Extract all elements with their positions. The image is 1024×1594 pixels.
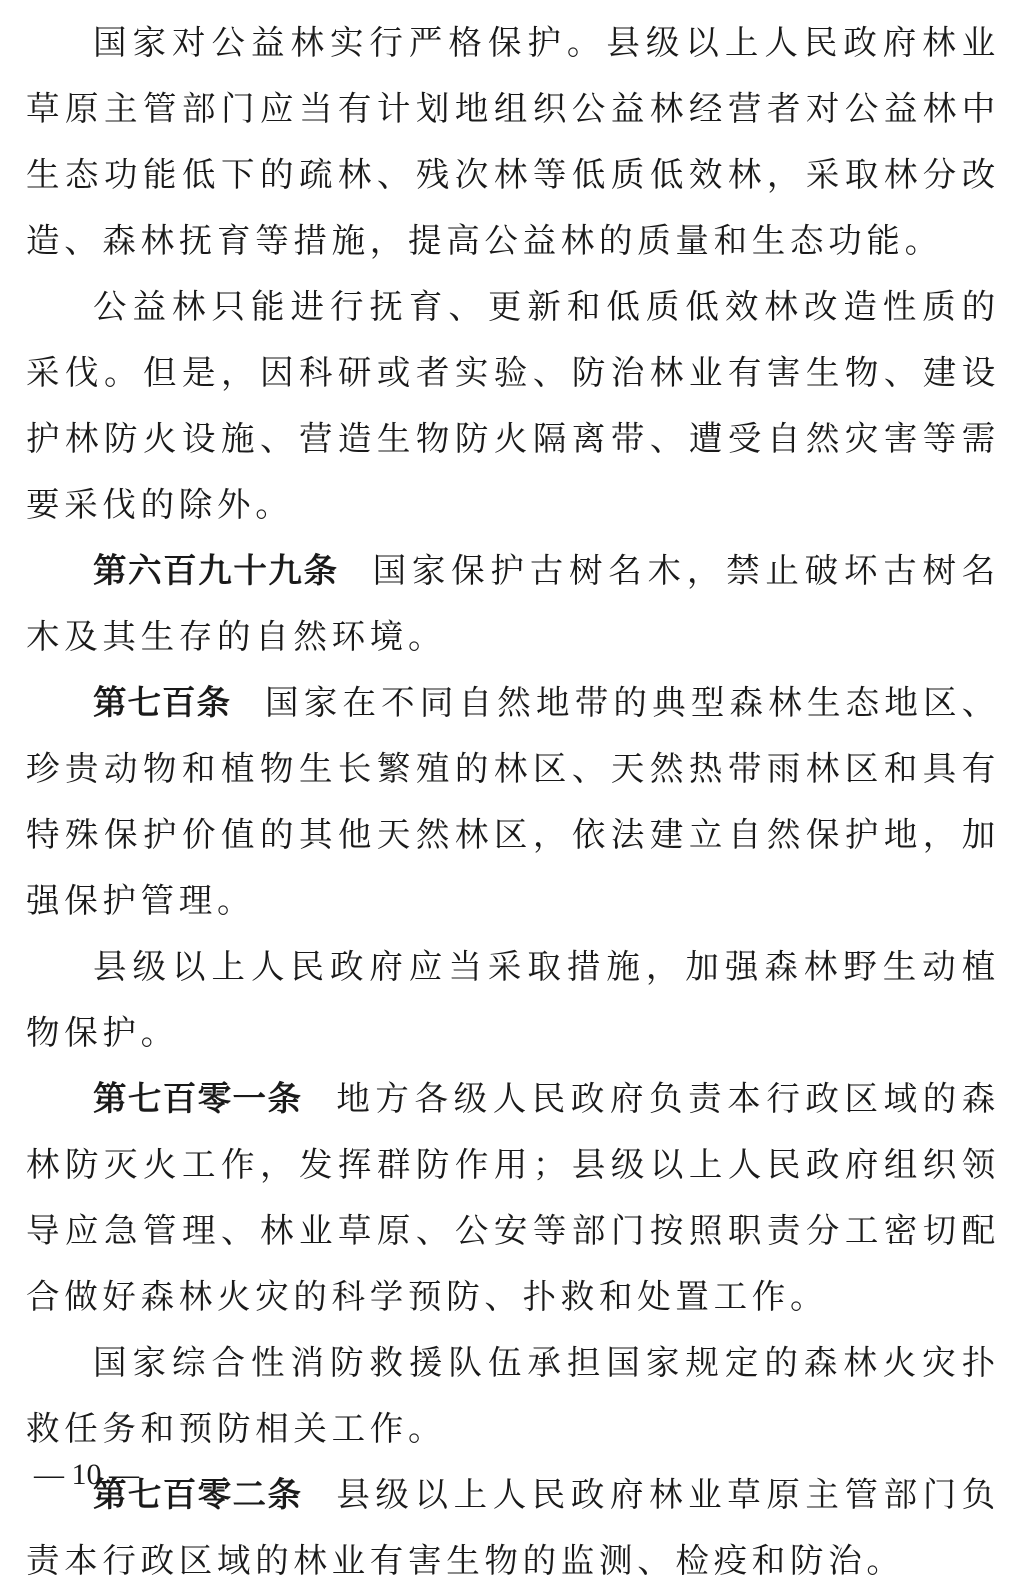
paragraph-text: 县级以上人民政府林业草原主管部门负责本行政区域的林业有害生物的监测、检疫和防治。 — [26, 1475, 1000, 1580]
article-number: 第六百九十九条 — [93, 551, 339, 590]
paragraph — [26, 274, 1000, 538]
paragraph-text: 国家保护古树名木，禁止破坏古树名木及其生存的自然环境。 — [26, 551, 1001, 656]
paragraph-text: 地方各级人民政府负责本行政区域的森林防灭火工作，发挥群防作用；县级以上人民政府组织领导应急管理、林业草原、公安等部门按照职责分工密切配合做好森林火灾的科学预防、扑救和处置工作。 — [26, 1079, 1000, 1316]
article-paragraph — [26, 538, 1000, 670]
article-paragraph — [26, 670, 1000, 934]
article-paragraph — [26, 1462, 1000, 1594]
page-number: — 10 — — [34, 1458, 139, 1491]
paragraph — [26, 10, 1000, 274]
paragraph-text: 国家对公益林实行严格保护。县级以上人民政府林业草原主管部门应当有计划地组织公益林经营者对公益林中生态功能低下的疏林、残次林等低质低效林，采取林分改造、森林抚育等措施，提高公益林的质量和生态功能。 — [26, 23, 1000, 260]
paragraph-text: 公益林只能进行抚育、更新和低质低效林改造性质的采伐。但是，因科研或者实验、防治林业有害生物、建设护林防火设施、营造生物防火隔离带、遭受自然灾害等需要采伐的除外。 — [26, 287, 1000, 524]
document-body — [26, 10, 1000, 1594]
paragraph-text: 县级以上人民政府应当采取措施，加强森林野生动植物保护。 — [26, 947, 1000, 1052]
article-number: 第七百零一条 — [93, 1079, 303, 1118]
article-number: 第七百零二条 — [93, 1475, 303, 1514]
paragraph-text: 国家在不同自然地带的典型森林生态地区、珍贵动物和植物生长繁殖的林区、天然热带雨林区和具有特殊保护价值的其他天然林区，依法建立自然保护地，加强保护管理。 — [26, 683, 1000, 920]
paragraph — [26, 934, 1000, 1066]
article-paragraph — [26, 1066, 1000, 1330]
paragraph — [26, 1330, 1000, 1462]
paragraph-text: 国家综合性消防救援队伍承担国家规定的森林火灾扑救任务和预防相关工作。 — [26, 1343, 1000, 1448]
article-number: 第七百条 — [93, 683, 232, 722]
